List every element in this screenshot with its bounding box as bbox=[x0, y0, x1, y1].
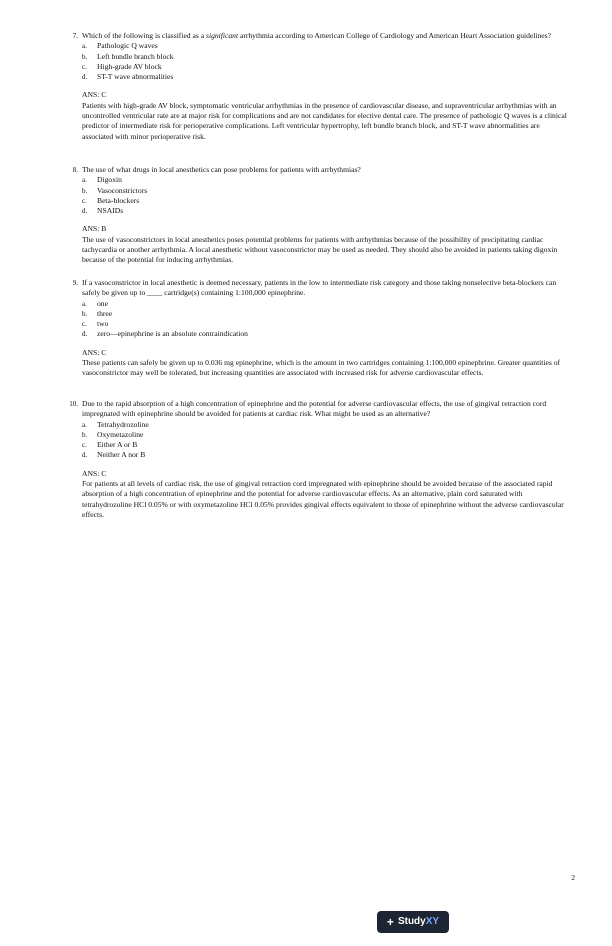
answer-key: ANS: C bbox=[82, 468, 107, 478]
answer-options bbox=[82, 175, 570, 216]
option-a bbox=[82, 41, 570, 51]
answer-options bbox=[82, 299, 570, 340]
question-number: 10. bbox=[69, 400, 78, 408]
option-text: Oxymetazoline bbox=[97, 429, 144, 439]
option-a bbox=[82, 175, 570, 185]
studyxy-logo[interactable] bbox=[377, 911, 449, 933]
option-text: Left bundle branch block bbox=[97, 51, 174, 61]
option-a bbox=[82, 299, 570, 309]
question-body bbox=[82, 165, 570, 266]
option-text: ST-T wave abnormalities bbox=[97, 72, 174, 82]
option-text: NSAIDs bbox=[97, 206, 124, 216]
question-9 bbox=[62, 278, 570, 379]
option-c bbox=[82, 196, 570, 206]
question-stem bbox=[82, 399, 570, 420]
option-letter: a. bbox=[82, 42, 87, 51]
option-letter: a. bbox=[82, 420, 87, 429]
answer-options bbox=[82, 41, 570, 82]
option-text: Tetrahydrozoline bbox=[97, 419, 149, 429]
question-body bbox=[82, 399, 570, 520]
answer-key: ANS: C bbox=[82, 90, 107, 100]
question-stem bbox=[82, 278, 570, 299]
option-b bbox=[82, 430, 570, 440]
option-d bbox=[82, 72, 570, 82]
option-text: zero—epinephrine is an absolute contraindication bbox=[97, 329, 248, 339]
option-text: Vasoconstrictors bbox=[97, 185, 148, 195]
question-7 bbox=[62, 31, 570, 142]
option-b bbox=[82, 186, 570, 196]
option-letter: b. bbox=[82, 186, 88, 195]
question-number: 8. bbox=[72, 166, 78, 174]
option-letter: a. bbox=[82, 299, 87, 308]
option-letter: d. bbox=[82, 330, 88, 339]
option-text: Neither A nor B bbox=[97, 450, 146, 460]
rationale-text: Patients with high-grade AV block, symptomatic ventricular arrhythmias in the presence of cardiovascular disease, and supraventricular arrhythmias with an uncontrolled ventricular rate are at major risk for complications and are not candidates for elective dental care. The presence of pathologic Q waves is a clinical predictor of intermediate risk for perioperative complications. Left ventricular hypertrophy, left bundle branch block, and ST-T wave abnormalities are associated with minor perioperative risk. bbox=[82, 100, 567, 141]
option-text: one bbox=[97, 298, 108, 308]
stem-text: Which of the following is classified as a bbox=[82, 31, 206, 40]
option-text: Beta-blockers bbox=[97, 195, 140, 205]
option-text: Either A or B bbox=[97, 440, 138, 450]
option-b bbox=[82, 309, 570, 319]
option-letter: c. bbox=[82, 196, 87, 205]
question-body bbox=[82, 31, 570, 142]
plus-icon: + bbox=[386, 915, 394, 929]
option-letter: c. bbox=[82, 62, 87, 71]
option-text: three bbox=[97, 308, 113, 318]
option-b bbox=[82, 52, 570, 62]
stem-text: Due to the rapid absorption of a high concentration of epinephrine and the potential for adverse cardiovascular effects, the use of gingival retraction cord impregnated with epinephrine should be avoided for patients at cardiac risk. What might be used as an alternative? bbox=[82, 399, 547, 419]
rationale-text: The use of vasoconstrictors in local anesthetics poses potential problems for patients with arrhythmias because of the possibility of precipitating cardiac tachycardia or another arrhythmia. A local anesthetic without vasoconstrictor may be used as needed. They should also be avoided in patients taking digoxin because of the potential for inducing arrhythmias. bbox=[82, 234, 558, 265]
option-letter: d. bbox=[82, 73, 88, 82]
option-d bbox=[82, 450, 570, 460]
option-text: two bbox=[97, 319, 109, 329]
stem-text: If a vasoconstrictor in local anesthetic is deemed necessary, patients in the low to intermediate risk category and those taking nonselective beta-blockers can safely be given up to ____ cartridge(s) containing 1:100,000 epinephrine. bbox=[82, 278, 557, 298]
question-8 bbox=[62, 165, 570, 266]
stem-emphasis: significant bbox=[206, 31, 239, 40]
answer-options bbox=[82, 420, 570, 461]
answer-key: ANS: C bbox=[82, 347, 107, 357]
page-number: 2 bbox=[571, 873, 575, 882]
question-body bbox=[82, 278, 570, 379]
option-letter: d. bbox=[82, 451, 88, 460]
question-number: 9. bbox=[72, 279, 78, 287]
option-text: Digoxin bbox=[97, 175, 122, 185]
option-d bbox=[82, 206, 570, 216]
option-letter: a. bbox=[82, 176, 87, 185]
option-letter: b. bbox=[82, 430, 88, 439]
option-letter: c. bbox=[82, 320, 87, 329]
option-letter: b. bbox=[82, 309, 88, 318]
stem-text: The use of what drugs in local anesthetics can pose problems for patients with arrhythmias? bbox=[82, 165, 361, 174]
option-c bbox=[82, 62, 570, 72]
option-a bbox=[82, 420, 570, 430]
option-letter: c. bbox=[82, 441, 87, 450]
logo-text-accent: XY bbox=[425, 915, 440, 927]
rationale-text: These patients can safely be given up to 0.036 mg epinephrine, which is the amount in two cartridges containing 1:100,000 epinephrine. Greater quantities of vasoconstrictor may well be tolerated, but increasing quantities are associated with increased risk for adverse cardiovascular effects. bbox=[82, 358, 561, 378]
stem-text-cont: arrhythmia according to American College of Cardiology and American Heart Association guidelines? bbox=[238, 31, 551, 40]
option-letter: d. bbox=[82, 207, 88, 216]
option-d bbox=[82, 329, 570, 339]
logo-text: Study bbox=[397, 915, 426, 927]
question-10 bbox=[62, 399, 570, 520]
rationale-text: For patients at all levels of cardiac risk, the use of gingival retraction cord impregnated with epinephrine should be avoided because of the associated rapid absorption of a high concentration of epinephrine and the potential for adverse cardiovascular effects. As an alternative, plain cord saturated with tetrahydrozoline HCl 0.05% or with oxymetazoline HCl 0.05% provides gingival effects equivalent to those of epinephrine without the adverse cardiovascular effects. bbox=[82, 479, 564, 519]
question-stem bbox=[82, 165, 570, 175]
option-c bbox=[82, 319, 570, 329]
answer-key: ANS: B bbox=[82, 224, 107, 234]
option-text: High-grade AV block bbox=[97, 61, 162, 71]
option-text: Pathologic Q waves bbox=[97, 41, 158, 51]
question-number: 7. bbox=[72, 32, 78, 40]
question-stem bbox=[82, 31, 570, 41]
option-letter: b. bbox=[82, 52, 88, 61]
option-c bbox=[82, 440, 570, 450]
